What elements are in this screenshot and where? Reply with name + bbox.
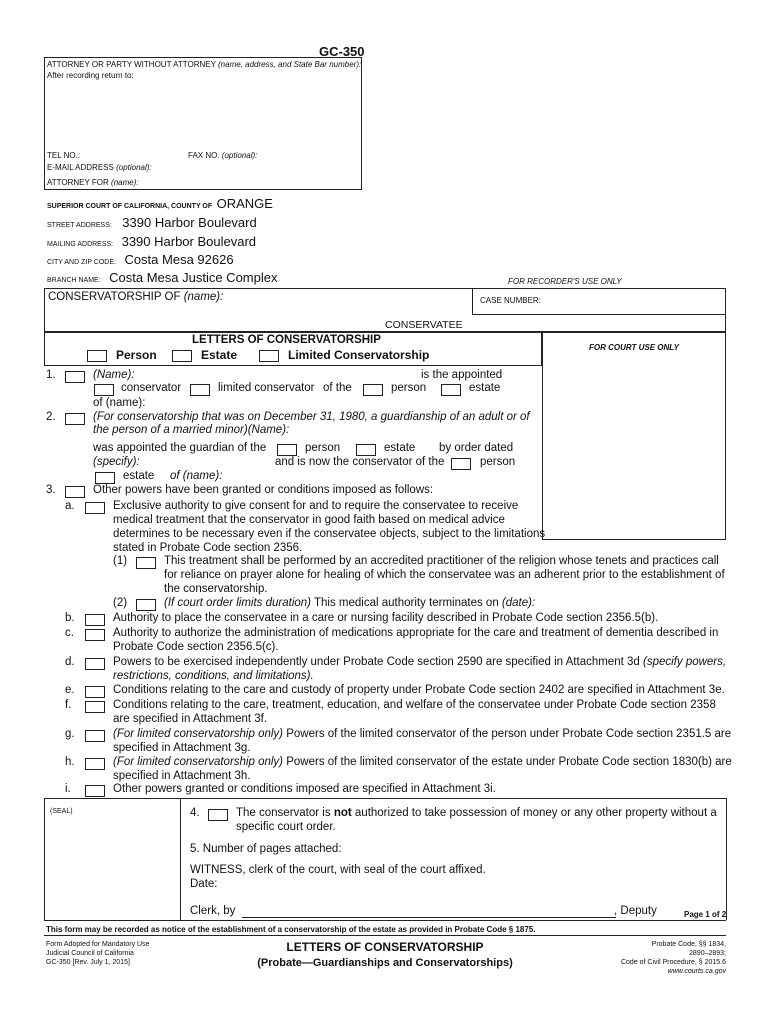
footer-left-line: Judicial Council of California xyxy=(46,950,134,957)
footer-right-line: 2890–2893; xyxy=(689,950,726,957)
return-label: After recording return to: xyxy=(47,71,134,80)
conservatorship-of: CONSERVATORSHIP OF (name): xyxy=(48,291,224,303)
city-row: CITY AND ZIP CODE: Costa Mesa 92626 xyxy=(47,252,234,267)
item3i-letter: i. xyxy=(65,783,71,795)
item2-estate-label: estate xyxy=(384,442,416,454)
item1-of-name: of (name): xyxy=(93,397,146,409)
page-number: Page 1 of 2 xyxy=(684,910,727,919)
estate-label: Estate xyxy=(201,348,238,362)
item2-checkbox[interactable] xyxy=(65,413,85,425)
footer-title: LETTERS OF CONSERVATORSHIP xyxy=(286,940,484,954)
item2-person-checkbox[interactable] xyxy=(277,444,297,456)
item1-appointed: is the appointed xyxy=(421,369,503,381)
item2-number: 2. xyxy=(46,411,56,423)
item2-estate2-checkbox[interactable] xyxy=(95,472,115,484)
item3h-line1: (For limited conservatorship only) Powers of the limited conservator of the estate under Probate Code section 1830(b) are xyxy=(113,756,732,768)
item1-checkbox[interactable] xyxy=(65,371,85,383)
item1-name-label: (Name): xyxy=(93,369,135,381)
street-row: STREET ADDRESS: 3390 Harbor Boulevard xyxy=(47,215,257,230)
item2-person2-label: person xyxy=(480,456,516,468)
item1-estate-checkbox[interactable] xyxy=(441,384,461,396)
item4-text: The conservator is not authorized to take possession of money or any other property without a xyxy=(236,807,717,819)
item3g-checkbox[interactable] xyxy=(85,730,105,742)
item3g-letter: g. xyxy=(65,728,75,740)
email-label: E-MAIL ADDRESS (optional): xyxy=(47,163,152,172)
item2-estate2-label: estate xyxy=(123,470,155,482)
footer-website[interactable]: www.courts.ca.gov xyxy=(667,968,726,975)
item3h-checkbox[interactable] xyxy=(85,758,105,770)
footer-left xyxy=(46,940,150,967)
item3c-line: Probate Code section 2356.5(c). xyxy=(113,641,279,653)
item4-line2: specific court order. xyxy=(236,821,336,833)
item4-number: 4. xyxy=(190,807,200,819)
item3a-line: Exclusive authority to give consent for and to require the conservatee to receive xyxy=(113,500,519,512)
person-checkbox[interactable] xyxy=(87,350,107,362)
fax-label: FAX NO. (optional): xyxy=(188,151,258,160)
clerk-signature-line[interactable] xyxy=(242,917,616,918)
estate-checkbox[interactable] xyxy=(172,350,192,362)
court-use-label: FOR COURT USE ONLY xyxy=(589,343,679,352)
item2-by-order: by order dated xyxy=(439,442,514,454)
branch-row: BRANCH NAME: Costa Mesa Justice Complex xyxy=(47,270,278,285)
item3a-checkbox[interactable] xyxy=(85,502,105,514)
court-use-box xyxy=(542,332,726,540)
item3a-line: determines to be necessary even if the conservatee objects, subject to the limitations xyxy=(113,528,546,540)
item3f-line: are specified in Attachment 3f. xyxy=(113,713,268,725)
item3d-checkbox[interactable] xyxy=(85,658,105,670)
item3c-letter: c. xyxy=(65,627,74,639)
case-number-label: CASE NUMBER: xyxy=(480,296,541,305)
item3a-line: medical treatment that the conservator in good faith based on medical advice xyxy=(113,514,505,526)
footer-left-line: Form Adopted for Mandatory Use xyxy=(46,941,150,948)
item3-intro: Other powers have been granted or conditions imposed as follows: xyxy=(93,484,434,496)
item3i-text: Other powers granted or conditions imposed are specified in Attachment 3i. xyxy=(113,783,496,795)
item3h-letter: h. xyxy=(65,756,75,768)
seal-label: (SEAL) xyxy=(50,808,73,815)
date-label: Date: xyxy=(190,878,218,890)
attorney-label: ATTORNEY OR PARTY WITHOUT ATTORNEY (name, address, and State Bar number): xyxy=(47,60,362,69)
item2-line2: the person of a married minor)(Name): xyxy=(93,424,290,436)
limited-conservator-label: limited conservator xyxy=(218,382,315,394)
item2-specify: (specify): xyxy=(93,456,140,468)
person-label: Person xyxy=(116,348,157,362)
item1-number: 1. xyxy=(46,369,56,381)
item3a-line: stated in Probate Code section 2356. xyxy=(113,542,303,554)
item3a1-line: for reliance on prayer alone for healing of which the conservatee was an adherent prior to the establishment of xyxy=(164,569,725,581)
clerk-label: Clerk, by xyxy=(190,905,236,917)
conservatee-label: CONSERVATEE xyxy=(385,319,463,331)
limited-label: Limited Conservatorship xyxy=(288,348,430,362)
item2-now-conservator: and is now the conservator of the xyxy=(275,456,445,468)
item3d-line2: restrictions, conditions, and limitations). xyxy=(113,670,314,682)
item3e-checkbox[interactable] xyxy=(85,686,105,698)
item3e-text: Conditions relating to the care and custody of property under Probate Code section 2402 are specified in Attachment 3e. xyxy=(113,684,725,696)
form-id: GC-350 xyxy=(319,44,365,59)
item3a-letter: a. xyxy=(65,500,75,512)
item2-estate-checkbox[interactable] xyxy=(356,444,376,456)
footer-left-line: GC-350 [Rev. July 1, 2015] xyxy=(46,959,130,966)
item3a1-checkbox[interactable] xyxy=(136,557,156,569)
footer-subtitle: (Probate—Guardianships and Conservatorships) xyxy=(257,957,513,969)
item3a2-checkbox[interactable] xyxy=(136,599,156,611)
item3i-checkbox[interactable] xyxy=(85,785,105,797)
witness-text: WITNESS, clerk of the court, with seal of the court affixed. xyxy=(190,864,486,876)
item3a2-number: (2) xyxy=(113,597,128,609)
limited-checkbox[interactable] xyxy=(259,350,279,362)
item3h-line2: specified in Attachment 3h. xyxy=(113,770,251,782)
item3b-text: Authority to place the conservatee in a care or nursing facility described in Probate Code section 2356.5(b). xyxy=(113,612,659,624)
of-the-label: of the xyxy=(323,382,352,394)
recorders-use: FOR RECORDER'S USE ONLY xyxy=(508,277,622,286)
item3a1-line: This treatment shall be performed by an accredited practitioner of the religion whose tenets and practices call xyxy=(164,555,719,567)
limited-conservator-checkbox[interactable] xyxy=(190,384,210,396)
conservator-checkbox[interactable] xyxy=(94,384,114,396)
item2-person2-checkbox[interactable] xyxy=(451,458,471,470)
item3f-letter: f. xyxy=(65,699,72,711)
item3f-line: Conditions relating to the care, treatment, education, and welfare of the conservatee under Probate Code section 2358 xyxy=(113,699,716,711)
footer-right-line: Probate Code, §§ 1834, xyxy=(651,941,726,948)
item2-line1: (For conservatorship that was on December 31, 1980, a guardianship of an adult or of xyxy=(93,411,530,423)
court-header: SUPERIOR COURT OF CALIFORNIA, COUNTY OF ORANGE xyxy=(47,196,273,211)
item3d-line1: Powers to be exercised independently under Probate Code section 2590 are specified in Attachment 3d (specify powers, xyxy=(113,656,727,668)
item4-checkbox[interactable] xyxy=(208,809,228,821)
item3a1-number: (1) xyxy=(113,555,128,567)
item3e-letter: e. xyxy=(65,684,75,696)
item3c-checkbox[interactable] xyxy=(85,629,105,641)
deputy-label: , Deputy xyxy=(614,905,657,917)
item1-person-checkbox[interactable] xyxy=(363,384,383,396)
conservator-label: conservator xyxy=(121,382,182,394)
tel-label: TEL NO.: xyxy=(47,151,81,160)
item3-checkbox[interactable] xyxy=(65,486,85,498)
footer-right xyxy=(560,940,726,976)
mailing-row: MAILING ADDRESS: 3390 Harbor Boulevard xyxy=(47,234,257,249)
item3g-line2: specified in Attachment 3g. xyxy=(113,742,251,754)
item2-person-label: person xyxy=(305,442,341,454)
item3a1-line: the conservatorship. xyxy=(164,583,268,595)
item3f-checkbox[interactable] xyxy=(85,701,105,713)
item2-guardian: was appointed the guardian of the xyxy=(93,442,267,454)
item3b-letter: b. xyxy=(65,612,75,624)
item3a2-text: (If court order limits duration) This medical authority terminates on (date): xyxy=(164,597,536,609)
item1-estate-label: estate xyxy=(469,382,501,394)
item3g-line1: (For limited conservatorship only) Powers of the limited conservator of the person under Probate Code section 2351.5 are xyxy=(113,728,732,740)
title: LETTERS OF CONSERVATORSHIP xyxy=(192,334,381,346)
item3c-line: Authority to authorize the administration of medications appropriate for the care and treatment of dementia described in xyxy=(113,627,719,639)
item1-person-label: person xyxy=(391,382,427,394)
item3d-letter: d. xyxy=(65,656,75,668)
item3-number: 3. xyxy=(46,484,56,496)
footer-right-line: Code of Civil Procedure, § 2015.6 xyxy=(620,959,726,966)
attorney-for-label: ATTORNEY FOR (name): xyxy=(47,178,139,187)
item2-of-name: of (name): xyxy=(170,470,223,482)
item3b-checkbox[interactable] xyxy=(85,614,105,626)
recorded-notice: This form may be recorded as notice of the establishment of a conservatorship of the estate as provided in Probate Code § 1875. xyxy=(46,925,536,934)
item5-pages: 5. Number of pages attached: xyxy=(190,843,342,855)
